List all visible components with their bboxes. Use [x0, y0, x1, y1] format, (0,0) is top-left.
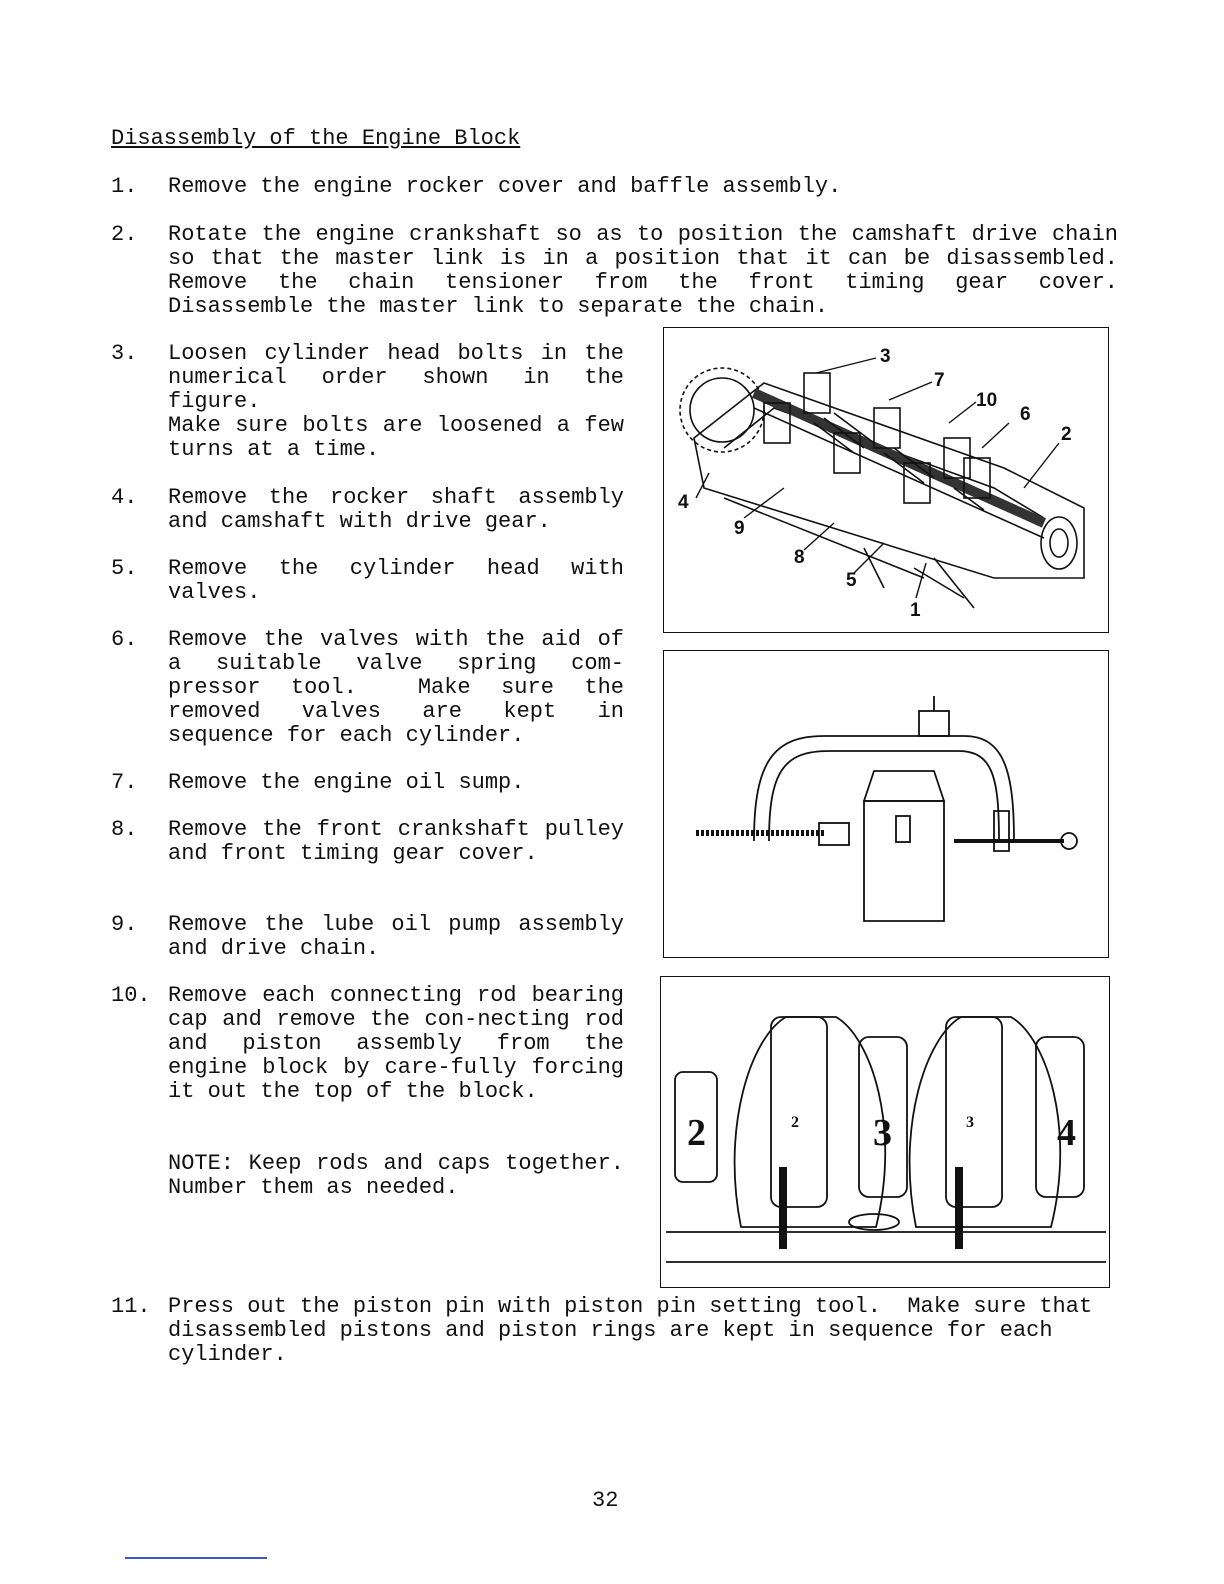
callout-1: 1: [910, 600, 921, 621]
step-number: 2.: [111, 222, 138, 247]
step-number: 5.: [111, 556, 138, 581]
step-number: 8.: [111, 817, 138, 842]
step-text: Remove the valves with the aid of a suitable valve spring com-pressor tool. Make sure the removed valves are kept in sequence for each cylinder.: [168, 627, 638, 748]
callout-10: 10: [976, 390, 998, 411]
cap-number-2-small: 2: [791, 1114, 799, 1131]
callout-6: 6: [1020, 404, 1031, 425]
step-text: Remove the rocker shaft assembly and camshaft with drive gear.: [168, 485, 638, 534]
note-text: NOTE: Keep rods and caps together. Number them as needed.: [168, 1151, 638, 1200]
page-title: Disassembly of the Engine Block: [111, 126, 521, 151]
step-text: Remove the engine rocker cover and baffle assembly.: [168, 174, 842, 199]
step-number: 4.: [111, 485, 138, 510]
cap-numbers: [687, 1112, 1076, 1154]
callout-2: 2: [1061, 424, 1072, 445]
step-text-note: Make sure bolts are loosened a few turns at a time.: [168, 413, 638, 462]
step-text: Remove the lube oil pump assembly and drive chain.: [168, 912, 638, 961]
footer-divider: [125, 1557, 267, 1559]
step-number: 7.: [111, 770, 138, 795]
step-number: 3.: [111, 341, 138, 366]
step-number: 6.: [111, 627, 138, 652]
cap-number-3: 3: [873, 1112, 892, 1154]
cylinder-head-bolt-figure: [663, 327, 1109, 633]
valve-compressor-drawing: [664, 651, 1108, 957]
step-text: Remove the engine oil sump.: [168, 770, 525, 795]
callout-7: 7: [934, 370, 945, 391]
step-text: Remove each connecting rod bearing cap and remove the con-necting rod and piston assembly from the engine block by care-fully forcing it out the top of the block.: [168, 983, 638, 1104]
callout-5: 5: [846, 570, 857, 591]
valve-spring-compressor-figure: [663, 650, 1109, 958]
step-number: 10.: [111, 983, 151, 1008]
step-number: 9.: [111, 912, 138, 937]
page-number: 32: [592, 1488, 619, 1513]
step-text: Remove the cylinder head with valves.: [168, 556, 638, 605]
callout-9: 9: [734, 518, 745, 539]
step-text: Press out the piston pin with piston pin setting tool. Make sure that disassembled pistons and piston rings are kept in sequence for each cylinder.: [168, 1294, 1106, 1367]
step-text: Loosen cylinder head bolts in the numerical order shown in the figure.: [168, 341, 638, 414]
cylinder-head-drawing: [664, 328, 1108, 632]
rod-caps-drawing: [661, 977, 1109, 1287]
cap-number-2: 2: [687, 1112, 706, 1154]
callout-3: 3: [880, 346, 891, 367]
cap-number-3-small: 3: [966, 1114, 974, 1131]
step-number: 11.: [111, 1294, 151, 1319]
bolt-callouts: [678, 346, 1072, 621]
cap-number-4: 4: [1057, 1112, 1076, 1154]
callout-4: 4: [678, 492, 689, 513]
callout-8: 8: [794, 547, 805, 568]
connecting-rod-caps-figure: [660, 976, 1110, 1288]
step-text: Rotate the engine crankshaft so as to position the camshaft drive chain so that the master link is in a position that it can be disassembled. Remove the chain tensioner from the front timing gear cover. Disassemble the master link to separate the chain.: [168, 222, 1145, 319]
step-number: 1.: [111, 174, 138, 199]
step-text: Remove the front crankshaft pulley and front timing gear cover.: [168, 817, 638, 866]
